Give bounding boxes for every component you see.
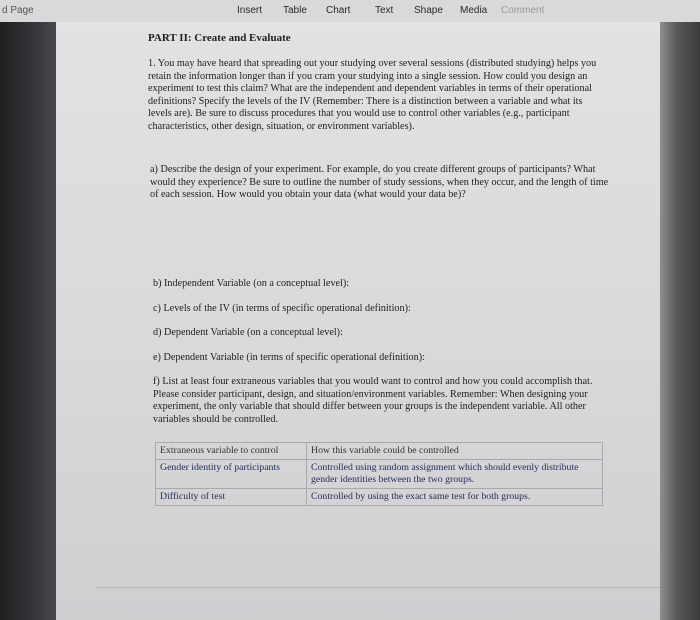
extraneous-variables-table[interactable]	[155, 442, 603, 506]
question-d[interactable]: d) Dependent Variable (on a conceptual level):	[153, 327, 343, 338]
question-b[interactable]: b) Independent Variable (on a conceptual level):	[153, 278, 350, 289]
table-header-cell[interactable]: How this variable could be controlled	[307, 443, 603, 460]
media-menu[interactable]: Media	[460, 5, 488, 16]
question-1[interactable]: 1. You may have heard that spreading out your studying over several sessions (distributed studying) helps you retain the information longer than if you cram your studying into a single session. How could you design an experiment to test this claim? What are the independent and dependent variables in terms of their operational definitions? Specify the levels of the IV (Remember: There is a distinction between a variable and what its levels are). Be sure to discuss procedures that you would use to control other variables (e.g., participant characteristics, other design, situation, or environment variables).	[148, 58, 597, 132]
right-edge	[660, 22, 700, 620]
question-c[interactable]: c) Levels of the IV (in terms of specific operational definition):	[153, 303, 411, 314]
insert-menu[interactable]: Insert	[237, 5, 263, 16]
question-a[interactable]: a) Describe the design of your experiment. For example, do you create different groups of participants? What would they experience? Be sure to outline the number of study sessions, when they occur, and the length of time of each session. How would you obtain your data (what would your data be)?	[150, 164, 609, 201]
table-menu[interactable]: Table	[283, 5, 307, 16]
section-heading: PART II: Create and Evaluate	[148, 32, 291, 44]
table-row	[156, 489, 603, 506]
question-f[interactable]: f) List at least four extraneous variables that you would want to control and how you could accomplish that. Please consider participant, design, and situation/environment variables. Remember: When designing your experiment, the only variable that should differ between your groups is the independent variable. All other variables should be controlled.	[153, 376, 593, 425]
question-e[interactable]: e) Dependent Variable (in terms of specific operational definition):	[153, 352, 425, 363]
page-divider	[96, 587, 660, 588]
page-label: d Page	[2, 5, 34, 16]
table-cell[interactable]: Difficulty of test	[156, 489, 307, 506]
table-header-cell[interactable]: Extraneous variable to control	[156, 443, 307, 460]
table-row	[156, 460, 603, 489]
toolbar	[0, 0, 700, 23]
table-cell[interactable]: Controlled by using the exact same test for both groups.	[307, 489, 603, 506]
table-cell[interactable]: Gender identity of participants	[156, 460, 307, 489]
document-page[interactable]	[56, 22, 660, 620]
table-header-row	[156, 443, 603, 460]
text-menu[interactable]: Text	[375, 5, 394, 16]
comment-menu[interactable]: Comment	[501, 5, 545, 16]
chart-menu[interactable]: Chart	[326, 5, 351, 16]
table-cell[interactable]: Controlled using random assignment which should evenly distribute gender identities between the two groups.	[307, 460, 603, 489]
left-sidebar	[0, 22, 56, 620]
shape-menu[interactable]: Shape	[414, 5, 443, 16]
